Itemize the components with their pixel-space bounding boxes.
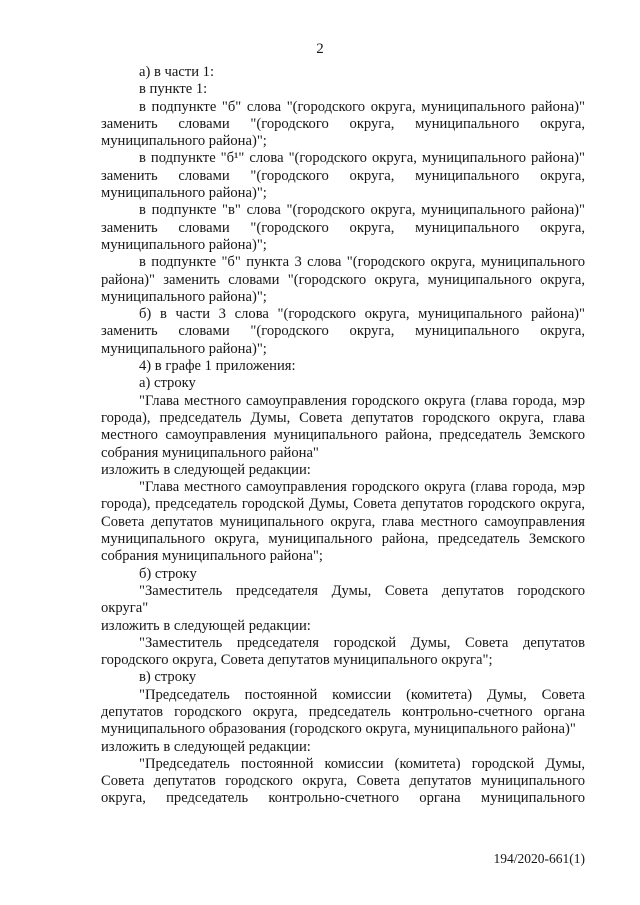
paragraph: а) строку [139,375,196,392]
paragraph: в подпункте "б" слова "(городского округа, муниципального района)" заменить словами "(городского округа, муниципального округа, муниципального района)"; [101,98,585,150]
paragraph: изложить в следующей редакции: [101,738,311,755]
paragraph: в подпункте "в" слова "(городского округа, муниципального района)" заменить словами "(городского округа, муниципального округа, муниципального района)"; [101,202,585,253]
paragraph: изложить в следующей редакции: [101,617,311,634]
paragraph: "Глава местного самоуправления городского округа (глава города, мэр города), председатель городской Думы, Совета депутатов городского округа, Совета депутатов муниципального округа, глава местного самоуправления муниципального округа, муниципального района, председатель Земского собрания муниципального района"; [101,479,585,565]
page-number: 2 [316,41,324,57]
paragraph: "Глава местного самоуправления городского округа (глава города, мэр города), председатель Думы, Совета депутатов городского округа, глава местного самоуправления муниципального района, председатель Земского собрания муниципального района" [101,392,585,461]
paragraph: изложить в следующей редакции: [101,461,311,478]
document-body [101,64,585,808]
paragraph: а) в части 1: [139,64,215,80]
paragraph: "Председатель постоянной комиссии (комитета) городской Думы, Совета депутатов городского округа, Совета депутатов муниципального округа, председатель контрольно-счетного органа муниципального [101,755,585,807]
paragraph: 4) в графе 1 приложения: [139,358,296,375]
paragraph: в) строку [139,669,197,686]
paragraph: б) в части 3 слова "(городского округа, муниципального района)" заменить словами "(городского округа, муниципального округа, муниципального района)"; [101,306,585,357]
paragraph: в пункте 1: [139,81,208,98]
paragraph: "Заместитель председателя Думы, Совета депутатов городского округа" [101,582,585,617]
paragraph: "Заместитель председателя городской Думы, Совета депутатов городского округа, Совета депутатов муниципального округа"; [101,634,585,669]
paragraph: в подпункте "б¹" слова "(городского округа, муниципального района)" заменить словами "(городского округа, муниципального округа, муниципального района)"; [101,150,585,202]
document-code: 194/2020-661(1) [493,851,585,866]
paragraph: б) строку [139,565,197,582]
paragraph: "Председатель постоянной комиссии (комитета) Думы, Совета депутатов городского округа, председатель контрольно-счетного органа муниципального образования (городского округа, муниципального района)" [101,686,585,738]
paragraph: в подпункте "б" пункта 3 слова "(городского округа, муниципального района)" заменить словами "(городского округа, муниципального округа, муниципального района)"; [101,254,585,305]
